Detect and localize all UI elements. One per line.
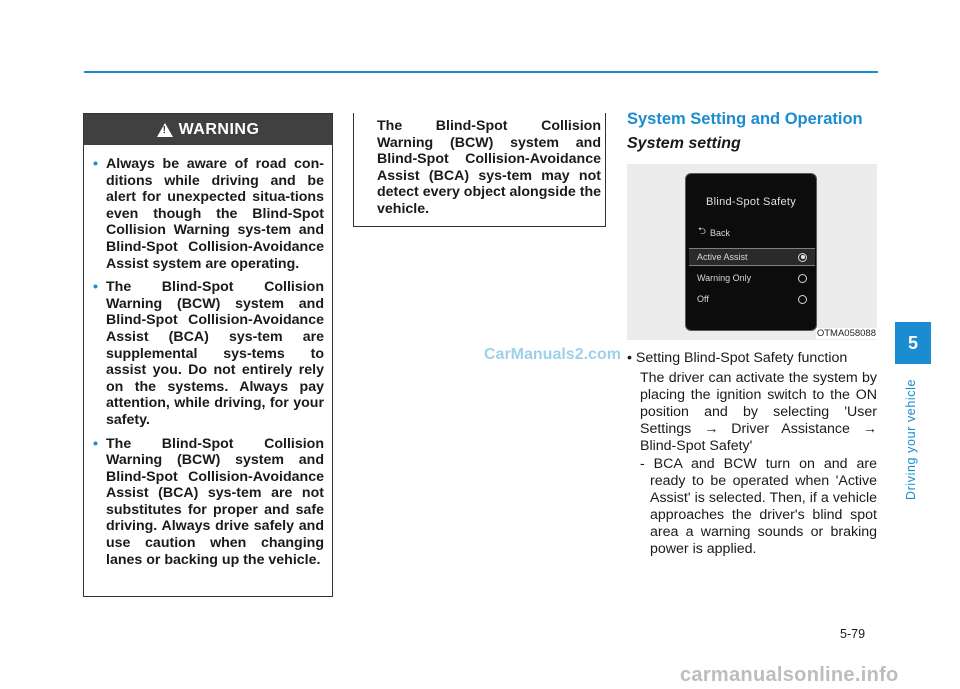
warning-item (84, 436, 332, 569)
warning-list (84, 156, 332, 575)
warning-item (84, 156, 332, 272)
option-active-assist (689, 248, 815, 266)
option-warning-only (689, 269, 815, 287)
cluster-display (685, 173, 817, 331)
display-back (698, 224, 730, 241)
display-title: Blind-Spot Safety (705, 196, 797, 208)
warning-triangle-icon (157, 123, 173, 137)
chapter-tab: 5 (895, 322, 931, 364)
warning-header (84, 114, 332, 145)
warning-item-text: The Blind-Spot Collision Warning (BCW) system and Blind-Spot Collision-Avoidance Assist (BCA) sys-tem are supplemental sys-tems to assist you. Do not entirely rely on the systems. Always pay attention, while driving, for your safety. (106, 279, 324, 428)
chapter-title: Driving your vehicle (904, 378, 918, 500)
option-label: Off (697, 294, 709, 304)
option-label: Warning Only (697, 273, 752, 283)
option-label: Active Assist (697, 252, 748, 262)
bullet-icon: • (627, 350, 636, 366)
radio-empty-icon (798, 295, 807, 304)
warning-box (83, 113, 333, 597)
option-off (689, 290, 815, 308)
radio-selected-icon (798, 253, 807, 262)
warning-item-text: Always be aware of road con-ditions while driving and be alert for unexpected situa-tions even though the Blind-Spot Collision Warning sys-tem and Blind-Spot Collision-Avoidance Assist system are operating. (106, 156, 324, 272)
body-paragraph: The driver can activate the system by placing the ignition switch to the ON position and by selecting 'User Settings → Driver Assistance → Blind-Spot Safety' (640, 370, 877, 454)
body-sub-paragraph: - BCA and BCW turn on and are ready to be operated when 'Active Assist' is selected. Then, if a vehicle approaches the driver's blind spot area a warning sounds or braking power is applied. (640, 456, 877, 557)
warning-title: WARNING (178, 120, 260, 138)
body-bullet-text: Setting Blind-Spot Safety function (635, 350, 848, 366)
top-rule (84, 71, 878, 73)
bullet-icon: • (93, 156, 98, 172)
page-number: 5-79 (840, 627, 866, 641)
note-box (353, 113, 606, 227)
watermark-carmanualsonline[interactable]: carmanualsonline.info (680, 664, 899, 686)
section-subtitle: System setting (627, 135, 741, 152)
settings-figure (627, 164, 877, 340)
radio-empty-icon (798, 274, 807, 283)
body-bullet (627, 350, 847, 366)
bullet-icon: • (93, 435, 98, 452)
section-title: System Setting and Operation (627, 110, 863, 128)
display-back-label: Back (710, 227, 731, 238)
bullet-icon: • (93, 279, 98, 296)
watermark-carmanuals[interactable]: CarManuals2.com (484, 346, 621, 363)
back-arrow-icon: ⮌ (698, 226, 707, 237)
warning-item-text: The Blind-Spot Collision Warning (BCW) system and Blind-Spot Collision-Avoidance Assist (BCA) sys-tem are not substitutes for proper and safe driving. Always drive safely and use caution when changing lanes or backing up the vehicle. (106, 435, 324, 568)
figure-code: OTMA058088 (816, 328, 876, 339)
note-text: The Blind-Spot Collision Warning (BCW) system and Blind-Spot Collision-Avoidance Assist (BCA) sys-tem may not detect every object alongside the vehicle. (377, 118, 601, 217)
warning-item (84, 279, 332, 428)
